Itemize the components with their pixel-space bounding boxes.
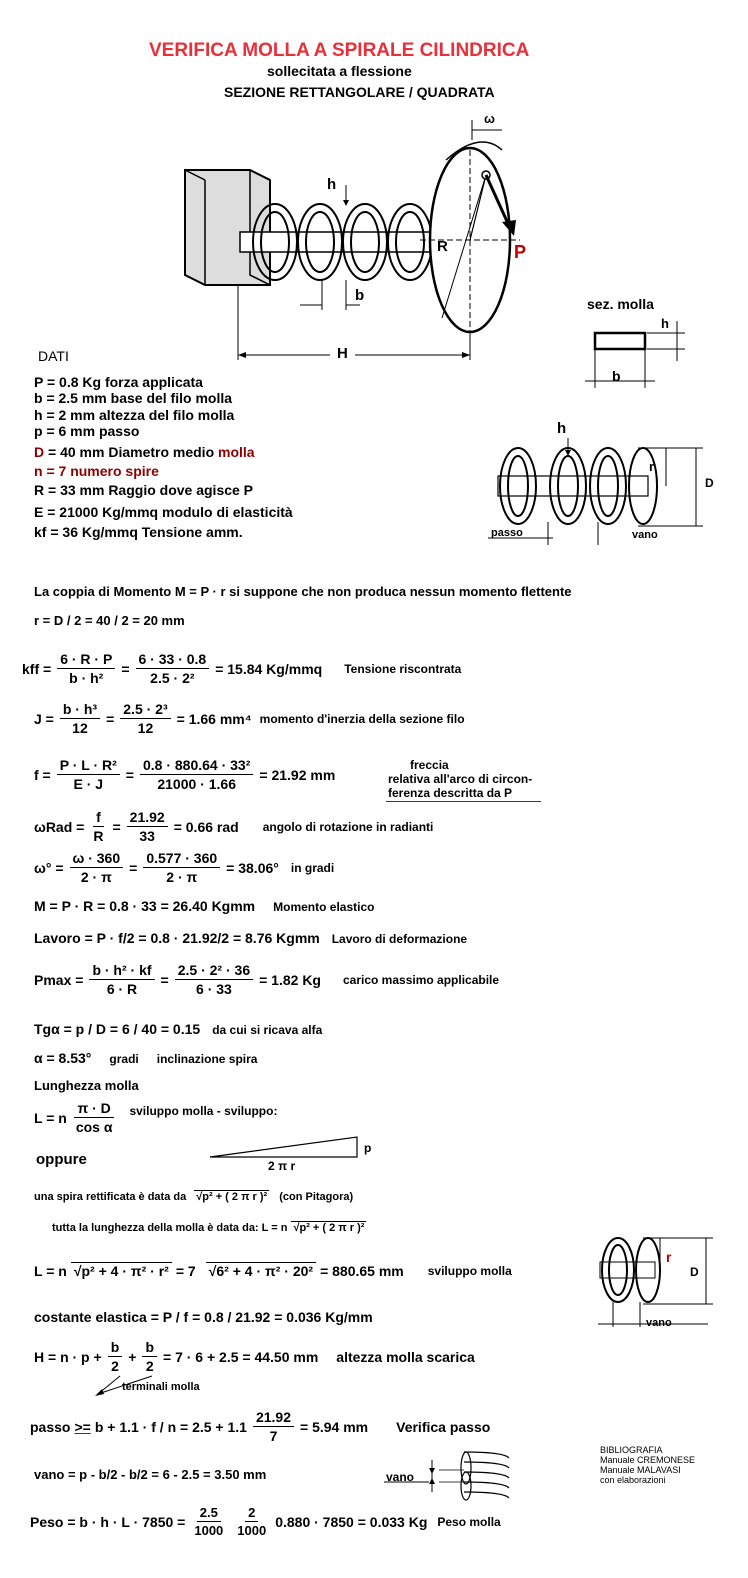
wrad-formula	[34, 809, 433, 844]
passo-formula	[30, 1409, 490, 1444]
spira-radical: √p² + ( 2 π r )²	[196, 1191, 268, 1203]
passo-op: >=	[74, 1418, 91, 1435]
j-formula	[34, 701, 465, 736]
coil-r-label: r	[649, 459, 655, 474]
wdeg-den1: 2 · π	[80, 869, 112, 885]
l2-rad2: 6² + 4 · π² · 20²	[216, 1263, 314, 1279]
passo-frac	[253, 1409, 294, 1444]
f-den1: E · J	[73, 776, 104, 792]
dato-elasticita: E = 21000 Kg/mmq modulo di elasticità	[34, 504, 293, 520]
subtitle-section: SEZIONE RETTANGOLARE / QUADRATA	[224, 84, 495, 100]
dato-passo: p = 6 mm passo	[34, 423, 140, 439]
n-symbol: n	[34, 463, 43, 479]
section-h-label: h	[661, 316, 669, 331]
lavoro-formula: Lavoro = P · f/2 = 0.8 · 21.92/2 = 8.76 Kgmm	[34, 930, 320, 946]
triangle-2pir: 2 π r	[268, 1159, 296, 1173]
j-result: = 1.66 mm⁴	[176, 710, 252, 727]
pmax-den2: 6 · 33	[196, 981, 232, 997]
tutta-radical: √p² + ( 2 π r )²	[293, 1222, 365, 1234]
pmax-frac2	[175, 962, 253, 997]
spira-text: una spira rettificata è data da	[34, 1191, 187, 1203]
f-lhs: f =	[34, 766, 51, 783]
pmax-formula	[34, 962, 499, 997]
h-frac1	[108, 1339, 123, 1374]
f-underline	[386, 801, 541, 802]
pmax-eq: =	[160, 971, 169, 988]
coil-d-label: D	[705, 476, 714, 490]
oppure-label: oppure	[36, 1151, 87, 1168]
pmax-result: = 1.82 Kg	[259, 971, 321, 988]
dato-diametro	[34, 444, 255, 460]
wdeg-lhs: ω° =	[34, 859, 64, 876]
wdeg-result: = 38.06°	[226, 859, 279, 876]
h-den1: 2	[111, 1358, 119, 1374]
kff-desc: Tensione riscontrata	[344, 661, 462, 676]
dato-tensione: kf = 36 Kg/mmq Tensione amm.	[34, 524, 243, 540]
l1-frac	[73, 1100, 116, 1135]
coil-h-label: h	[557, 420, 567, 437]
coil2-vano-label: vano	[646, 1317, 672, 1329]
f-den2: 21000 · 1.66	[157, 776, 236, 792]
spring-diagram	[180, 110, 540, 370]
wdeg-formula	[34, 850, 334, 885]
j-eq: =	[106, 710, 115, 727]
l2-result: = 880.65 mm	[320, 1262, 404, 1279]
wdeg-num2: 0.577 · 360	[143, 850, 220, 868]
f-frac2	[140, 757, 253, 792]
costante-line: costante elastica = P / f = 0.8 / 21.92 = 0.036 Kg/mm	[34, 1309, 373, 1325]
spira-line	[34, 1191, 353, 1203]
h-frac2	[142, 1339, 157, 1374]
f-num2: 0.8 · 880.64 · 33²	[140, 757, 253, 775]
h-result: = 7 · 6 + 2.5 = 44.50 mm	[163, 1348, 319, 1365]
j-num1: b · h³	[60, 701, 100, 719]
h-num2: b	[142, 1339, 157, 1357]
wdeg-frac1	[70, 850, 124, 885]
peso-lhs: Peso = b · h · L · 7850 =	[30, 1513, 186, 1530]
j-den1: 12	[72, 720, 88, 736]
dato-raggio: R = 33 mm Raggio dove agisce P	[34, 482, 254, 498]
wrad-den2: 33	[139, 828, 155, 844]
j-desc: momento d'inerzia della sezione filo	[259, 711, 465, 726]
dato-forza: P = 0.8 Kg forza applicata	[34, 374, 203, 390]
passo-mid: b + 1.1 · f / n = 2.5 + 1.1	[94, 1418, 247, 1435]
h-plus: +	[128, 1348, 137, 1365]
l2-radical1: √p² + 4 · π² · r²	[71, 1262, 172, 1279]
d-symbol: D	[34, 444, 45, 460]
biblio-1: BIBLIOGRAFIA	[600, 1445, 663, 1455]
biblio-4: con elaborazioni	[600, 1475, 666, 1485]
h-lhs: H = n · p +	[34, 1348, 102, 1365]
wrad-frac1	[90, 809, 106, 844]
f-frac1	[57, 757, 120, 792]
passo-num: 21.92	[253, 1409, 294, 1427]
l2-lhs: L = n	[34, 1262, 67, 1279]
pmax-frac1	[89, 962, 154, 997]
l2-rad1: p² + 4 · π² · r²	[81, 1263, 169, 1279]
j-frac2	[120, 701, 170, 736]
terminali-note: terminali molla	[122, 1381, 200, 1393]
page-title: VERIFICA MOLLA A SPIRALE CILINDRICA	[149, 40, 530, 61]
n-desc: numero spire	[66, 463, 159, 479]
intro-text: La coppia di Momento M = P · r si suppone che non produca nessun momento flettente	[34, 584, 572, 599]
tutta-text: tutta la lunghezza della molla è data da: L = n	[52, 1222, 288, 1234]
spira-end: (con Pitagora)	[279, 1191, 354, 1203]
kff-num2: 6 · 33 · 0.8	[136, 651, 210, 669]
pmax-desc: carico massimo applicabile	[342, 972, 500, 987]
l2-radical2: √6² + 4 · π² · 20²	[206, 1262, 316, 1279]
l1-formula	[34, 1100, 277, 1135]
kff-frac2	[136, 651, 210, 686]
peso-den2: 1000	[237, 1523, 267, 1538]
kff-eq: =	[121, 660, 130, 677]
f-desc1: freccia	[410, 758, 449, 772]
peso-frac1	[191, 1505, 226, 1538]
r-line: r = D / 2 = 40 / 2 = 20 mm	[34, 613, 185, 628]
tg-desc: da cui si ricava alfa	[212, 1023, 323, 1037]
m-line	[34, 898, 374, 914]
vano-diagram	[384, 1448, 514, 1503]
lunghezza-heading: Lunghezza molla	[34, 1078, 139, 1093]
kff-result: = 15.84 Kg/mmq	[215, 660, 323, 677]
kff-den1: b · h²	[69, 670, 104, 686]
wrad-lhs: ωRad =	[34, 818, 85, 835]
section-diagram	[585, 313, 695, 393]
omega-label: ω	[484, 111, 495, 126]
kff-num1: 6 · R · P	[57, 651, 115, 669]
h-num1: b	[108, 1339, 123, 1357]
d-text: = 40 mm Diametro medio	[44, 444, 215, 460]
m-formula: M = P · R = 0.8 · 33 = 26.40 Kgmm	[34, 898, 256, 914]
alfa-desc: inclinazione spira	[156, 1052, 258, 1066]
kff-den2: 2.5 · 2²	[150, 670, 195, 686]
wdeg-num1: ω · 360	[70, 850, 124, 868]
tg-formula: Tgα = p / D = 6 / 40 = 0.15	[34, 1021, 201, 1037]
subtitle-bending: sollecitata a flessione	[267, 63, 412, 79]
tutta-line	[52, 1222, 366, 1234]
peso-formula	[30, 1505, 501, 1538]
h-label: h	[327, 176, 337, 193]
b-label: b	[355, 287, 365, 304]
peso-desc: Peso molla	[437, 1514, 501, 1529]
tg-line	[34, 1021, 322, 1037]
alfa-value: α = 8.53°	[34, 1050, 92, 1066]
h-formula	[34, 1339, 475, 1374]
h-den2: 2	[145, 1358, 154, 1374]
f-formula	[34, 757, 335, 792]
coil-passo-label: passo	[491, 527, 523, 539]
f-num1: P · L · R²	[57, 757, 120, 775]
f-desc2: relativa all'arco di circon-	[388, 772, 533, 786]
dato-base: b = 2.5 mm base del filo molla	[34, 390, 233, 406]
biblio-2: Manuale CREMONESE	[600, 1455, 696, 1465]
d-molla: molla	[214, 444, 255, 460]
wdeg-desc: in gradi	[290, 860, 335, 875]
pmax-num2: 2.5 · 2² · 36	[175, 962, 253, 980]
coil2-r-label: r	[666, 1249, 672, 1265]
h-desc: altezza molla scarica	[336, 1348, 475, 1365]
l1-den: cos α	[75, 1119, 113, 1135]
triangle-diagram	[205, 1135, 365, 1161]
m-desc: Momento elastico	[273, 900, 375, 914]
wdeg-den2: 2 · π	[166, 869, 198, 885]
H-label: H	[337, 345, 348, 362]
spira-rad-content: p² + ( 2 π r )²	[202, 1191, 268, 1203]
vano-line: vano = p - b/2 - b/2 = 6 - 2.5 = 3.50 mm	[34, 1467, 267, 1482]
coil-detail-2	[598, 1232, 718, 1327]
coil2-d-label: D	[690, 1265, 699, 1279]
wrad-desc: angolo di rotazione in radianti	[262, 819, 434, 834]
peso-den1: 1000	[194, 1523, 224, 1538]
dato-spire	[34, 463, 159, 479]
f-result: = 21.92 mm	[259, 766, 336, 783]
wrad-eq: =	[112, 818, 121, 835]
l1-lhs: L = n	[34, 1109, 67, 1126]
tutta-rad-content: p² + ( 2 π r )²	[299, 1222, 365, 1234]
alfa-unit: gradi	[109, 1052, 139, 1066]
pmax-den1: 6 · R	[106, 981, 138, 997]
lavoro-desc: Lavoro di deformazione	[331, 932, 468, 946]
alfa-line	[34, 1050, 257, 1066]
wrad-result: = 0.66 rad	[173, 818, 239, 835]
coil-vano-label: vano	[632, 529, 658, 541]
pmax-num1: b · h² · kf	[89, 962, 154, 980]
f-eq: =	[125, 766, 134, 783]
passo-desc: Verifica passo	[396, 1418, 491, 1435]
j-den2: 12	[137, 720, 154, 736]
biblio-3: Manuale MALAVASI	[600, 1465, 681, 1475]
section-title: sez. molla	[587, 296, 654, 312]
l1-desc: sviluppo molla - sviluppo:	[129, 1103, 278, 1118]
kff-formula	[22, 651, 461, 686]
force-p-label: P	[514, 242, 527, 262]
wrad-den1: R	[93, 828, 104, 844]
pmax-lhs: Pmax =	[34, 971, 84, 988]
j-num2: 2.5 · 2³	[120, 701, 170, 719]
wrad-num1: f	[93, 809, 104, 827]
j-lhs: J =	[34, 710, 54, 727]
l2-mid: = 7	[175, 1262, 196, 1279]
lavoro-line	[34, 930, 467, 946]
passo-result: = 5.94 mm	[300, 1418, 369, 1435]
l2-desc: sviluppo molla	[427, 1263, 512, 1278]
vano-small-label: vano	[386, 1470, 415, 1484]
wdeg-eq: =	[129, 859, 138, 876]
wrad-frac2	[127, 809, 168, 844]
f-desc3: ferenza descritta da P	[388, 786, 513, 800]
peso-num1: 2.5	[197, 1505, 221, 1522]
wdeg-frac2	[143, 850, 220, 885]
kff-lhs: kff =	[22, 660, 52, 677]
dati-heading: DATI	[38, 348, 69, 364]
l1-num: π · D	[74, 1100, 113, 1118]
dato-altezza: h = 2 mm altezza del filo molla	[34, 407, 235, 423]
triangle-p: p	[364, 1141, 372, 1155]
passo-den: 7	[269, 1428, 278, 1444]
l2-formula	[34, 1262, 512, 1279]
j-frac1	[60, 701, 100, 736]
wrad-num2: 21.92	[127, 809, 168, 827]
kff-frac1	[57, 651, 115, 686]
n-value: = 7	[42, 463, 67, 479]
passo-lhs: passo	[30, 1418, 71, 1435]
peso-result: 0.880 · 7850 = 0.033 Kg	[275, 1513, 428, 1530]
radius-label: R	[437, 238, 448, 255]
peso-frac2	[234, 1505, 269, 1538]
section-b-label: b	[612, 368, 621, 384]
peso-num2: 2	[245, 1505, 258, 1522]
